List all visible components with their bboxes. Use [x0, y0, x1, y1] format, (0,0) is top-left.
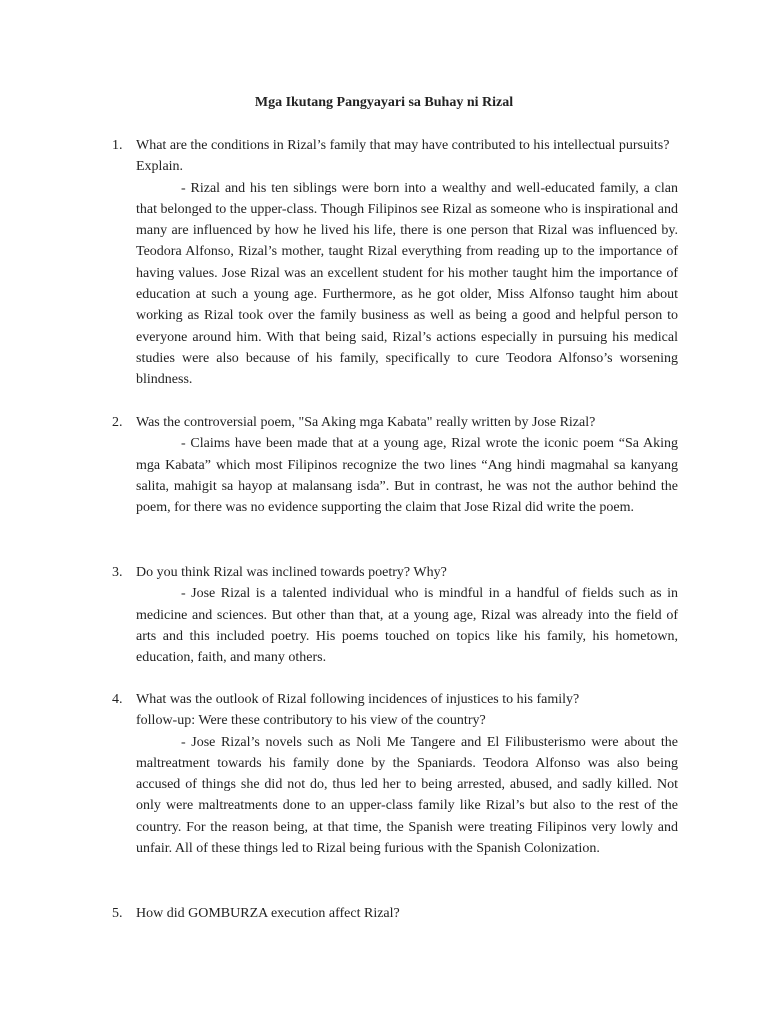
question-item-3	[112, 562, 678, 668]
question-text: Was the controversial poem, "Sa Aking mga Kabata" really written by Jose Rizal?	[136, 415, 596, 430]
item-number: 4.	[112, 692, 123, 707]
question-text: What was the outlook of Rizal following incidences of injustices to his family?	[136, 692, 580, 707]
answer-text: - Jose Rizal is a talented individual who is mindful in a handful of fields such as in medicine and sciences. But other than that, at a young age, Rizal was already into the field of arts and this included poetry. His poems touched on topics like his family, his hometown, education, faith, and many others.	[136, 586, 678, 666]
question-text: What are the conditions in Rizal’s family that may have contributed to his intellectual pursuits? Explain.	[136, 138, 670, 175]
item-body	[136, 562, 678, 668]
item-body	[136, 412, 678, 518]
question-item-2	[112, 412, 678, 518]
question-item-5	[112, 903, 678, 924]
item-body	[136, 903, 678, 924]
question-item-4	[112, 689, 678, 859]
item-number: 3.	[112, 565, 123, 580]
item-body	[136, 689, 678, 859]
followup-text: follow-up: Were these contributory to his view of the country?	[136, 713, 486, 729]
question-text: Do you think Rizal was inclined towards poetry? Why?	[136, 565, 447, 580]
answer-text: - Rizal and his ten siblings were born into a wealthy and well-educated family, a clan that belonged to the upper-class. Though Filipinos see Rizal as someone who is inspirational and many are influenced by how he lived his life, there is one person that Rizal was influenced by. Teodora Alfonso, Rizal’s mother, taught Rizal everything from reading up to the importance of having values. Jose Rizal was an excellent student for his mother taught him the importance of education at such a young age. Furthermore, as he got older, Miss Alfonso taught him about working as Rizal took over the family business as well as being a good and helpful person to everyone around him. With that being said, Rizal’s actions especially in pursuing his medical studies were also because of his family, specifically to cure Teodora Alfonso’s worsening blindness.	[136, 180, 678, 388]
answer-text: - Claims have been made that at a young age, Rizal wrote the iconic poem “Sa Aking mga Kabata” which most Filipinos recognize the two lines “Ang hindi magmahal sa kanyang salita, mahigit sa hayop at malansang isda”. But in contrast, he was not the author behind the poem, for there was no evidence supporting the claim that Jose Rizal did write the poem.	[136, 436, 678, 516]
question-item-1	[112, 135, 678, 391]
answer-text: - Jose Rizal’s novels such as Noli Me Tangere and El Filibusterismo were about the maltreatment towards his family done by the Spaniards. Teodora Alfonso was also being accused of things she did not do, thus led her to being arrested, abused, and sadly killed. Not only were maltreatments done to an upper-class family like Rizal’s but also to the rest of the country. For the reason being, at that time, the Spanish were treating Filipinos very lowly and unfair. All of these things led to Rizal being furious with the Spanish Colonization.	[136, 734, 678, 857]
item-number: 5.	[112, 906, 123, 921]
question-text: How did GOMBURZA execution affect Rizal?	[136, 906, 400, 921]
item-body	[136, 135, 678, 391]
document-title: Mga Ikutang Pangyayari sa Buhay ni Rizal	[254, 95, 514, 110]
item-number: 1.	[112, 138, 123, 153]
item-number: 2.	[112, 415, 123, 430]
